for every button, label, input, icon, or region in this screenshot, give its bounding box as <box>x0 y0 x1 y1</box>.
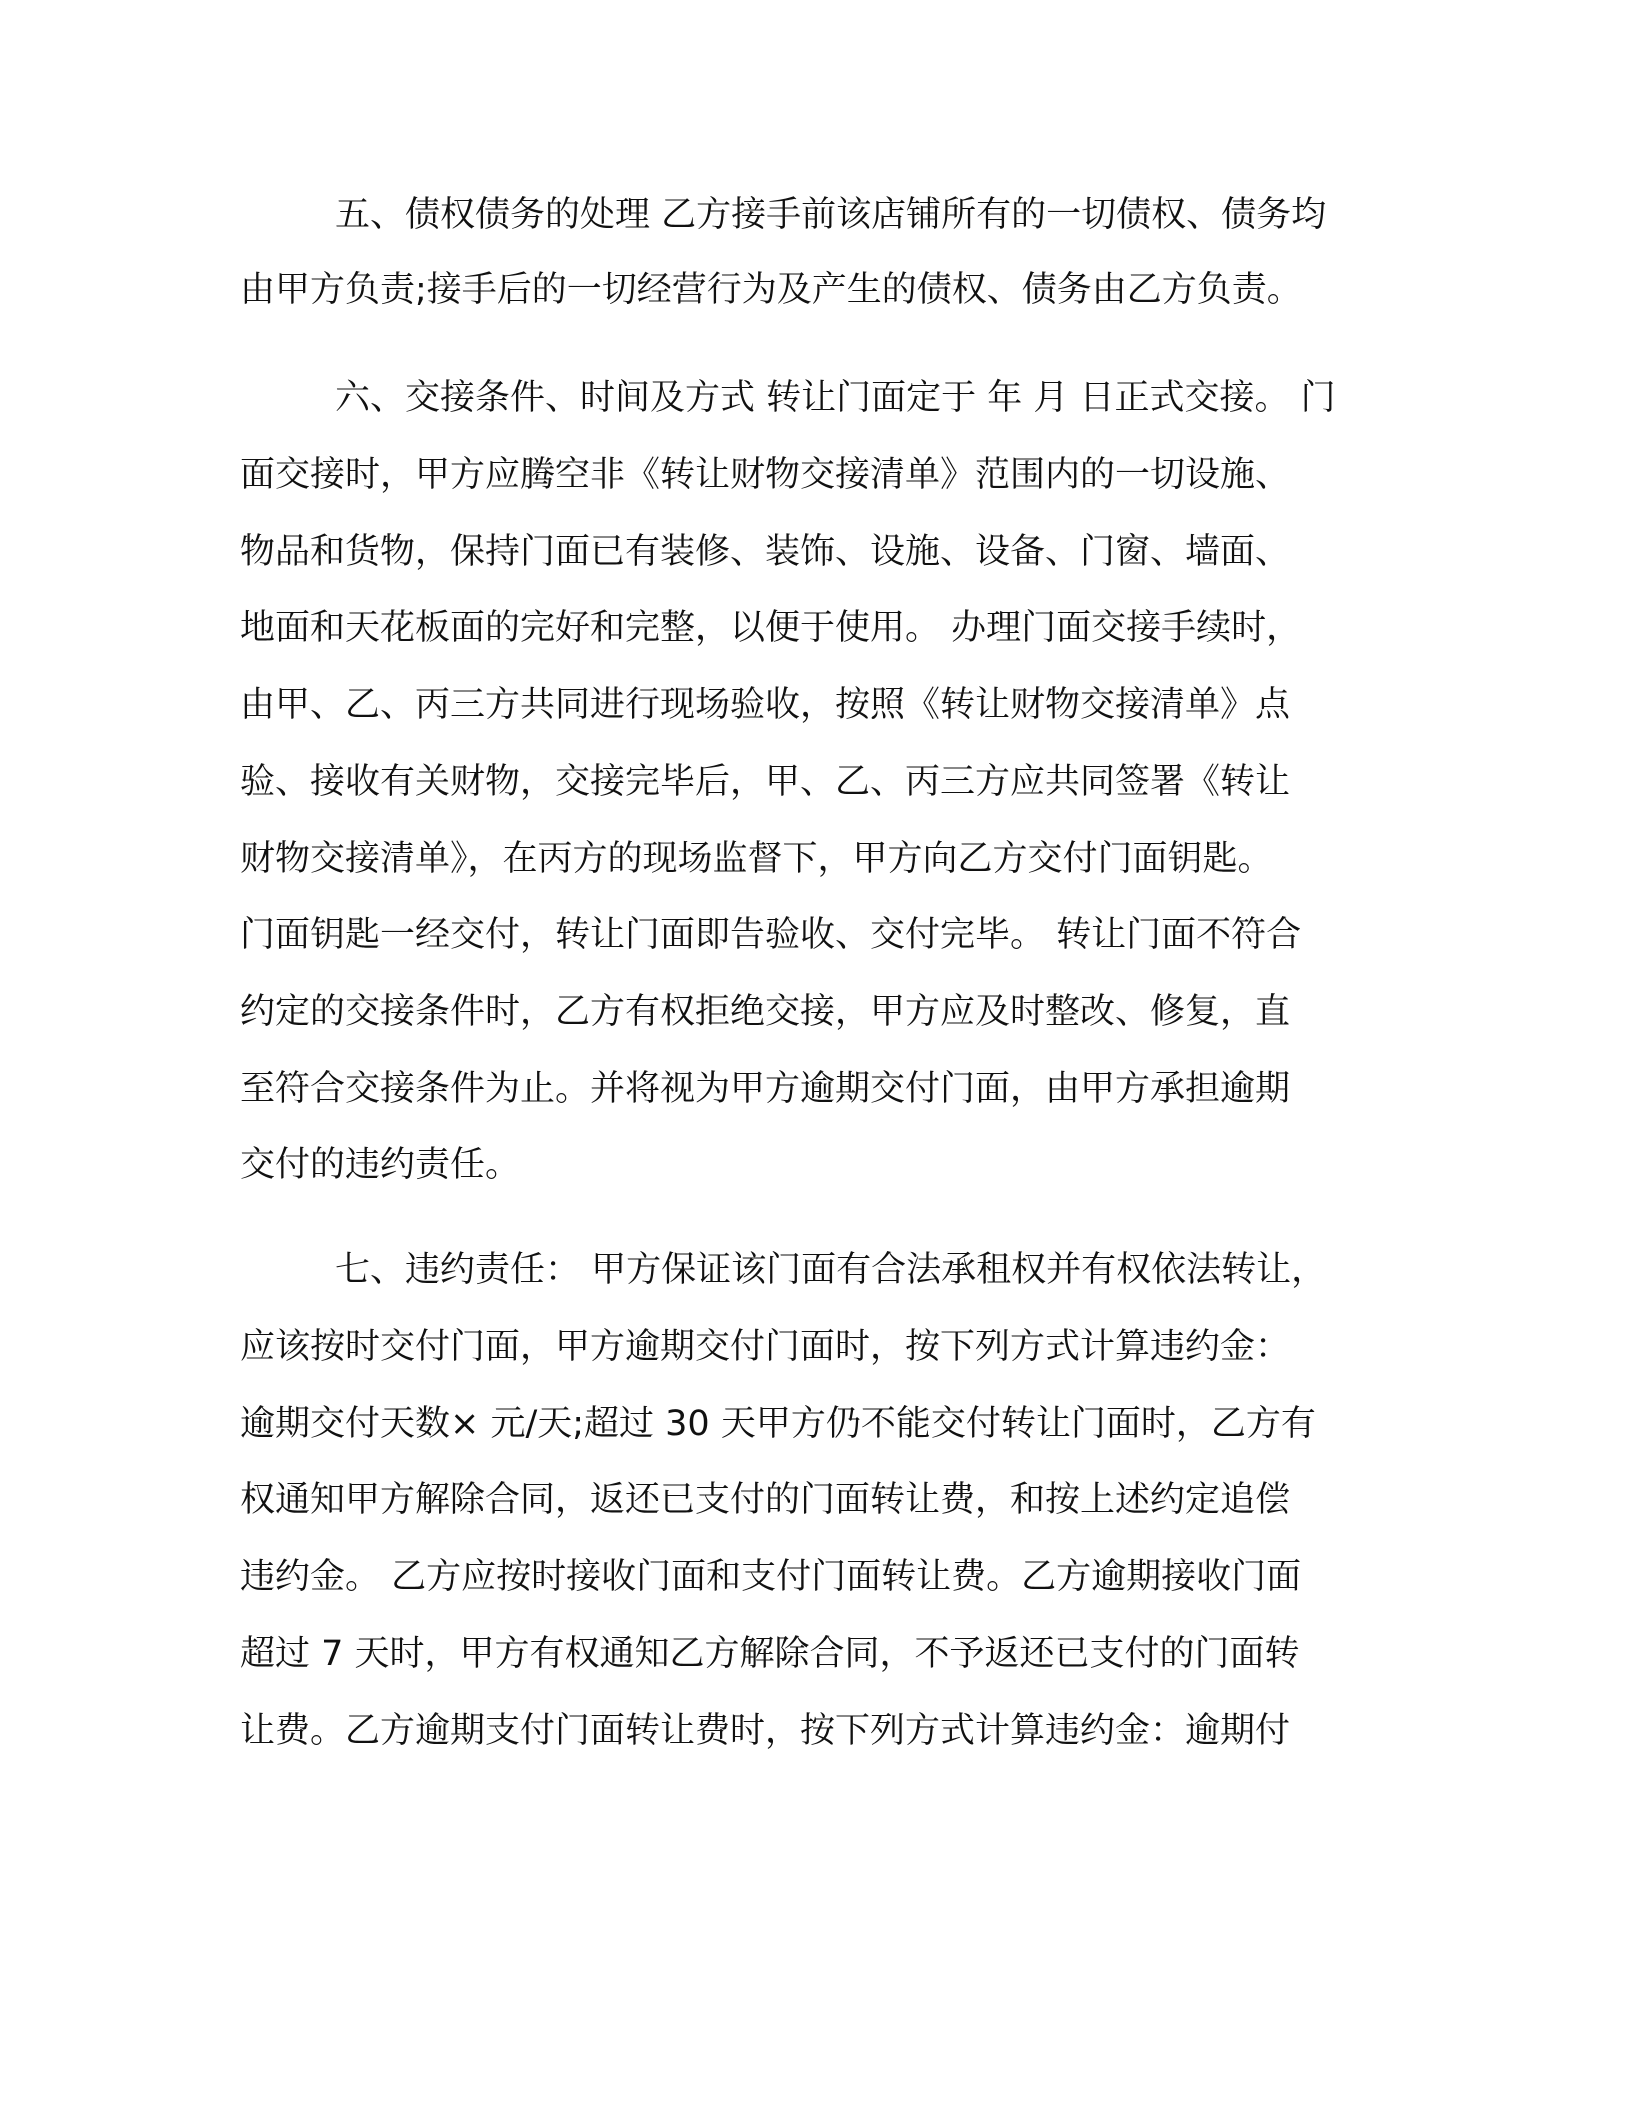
section-7-line-7: 让费。乙方逾期支付门面转让费时，按下列方式计算违约金：逾期付 <box>240 1711 1291 1751</box>
section-6-line-7: 财物交接清单》，在丙方的现场监督下，甲方向乙方交付门面钥匙。 <box>240 839 1273 879</box>
section-5-line-1: 五、债权债务的处理 乙方接手前该店铺所有的一切债权、债务均 <box>335 195 1327 235</box>
section-7-line-6: 超过 7 天时，甲方有权通知乙方解除合同，不予返还已支付的门面转 <box>240 1634 1300 1674</box>
section-6-line-1: 六、交接条件、时间及方式 转让门面定于 年 月 日正式交接。 门 <box>335 378 1336 418</box>
section-6 <box>240 378 1385 1201</box>
section-6-line-5: 由甲、乙、丙三方共同进行现场验收，按照《转让财物交接清单》点 <box>240 685 1291 725</box>
section-6-line-4: 地面和天花板面的完好和完整，以便于使用。 办理门面交接手续时， <box>240 608 1302 648</box>
section-5-line-2: 由甲方负责;接手后的一切经营行为及产生的债权、债务由乙方负责。 <box>240 270 1302 310</box>
section-7 <box>240 1250 1385 1763</box>
section-6-line-8: 门面钥匙一经交付，转让门面即告验收、交付完毕。 转让门面不符合 <box>240 915 1302 955</box>
section-7-line-2: 应该按时交付门面，甲方逾期交付门面时，按下列方式计算违约金： <box>240 1327 1291 1367</box>
section-6-line-10: 至符合交接条件为止。并将视为甲方逾期交付门面，由甲方承担逾期 <box>240 1069 1291 1109</box>
section-6-line-2: 面交接时，甲方应腾空非《转让财物交接清单》范围内的一切设施、 <box>240 455 1291 495</box>
section-7-line-1: 七、违约责任： 甲方保证该门面有合法承租权并有权依法转让， <box>335 1250 1327 1290</box>
section-7-line-3: 逾期交付天数× 元/天;超过 30 天甲方仍不能交付转让门面时，乙方有 <box>240 1404 1316 1444</box>
section-5 <box>240 195 1385 318</box>
section-7-line-4: 权通知甲方解除合同，返还已支付的门面转让费，和按上述约定追偿 <box>240 1480 1291 1520</box>
section-6-line-11: 交付的违约责任。 <box>240 1145 521 1185</box>
section-7-line-5: 违约金。 乙方应按时接收门面和支付门面转让费。乙方逾期接收门面 <box>240 1557 1302 1597</box>
section-6-line-6: 验、接收有关财物，交接完毕后，甲、乙、丙三方应共同签署《转让 <box>240 762 1291 802</box>
section-6-line-9: 约定的交接条件时，乙方有权拒绝交接，甲方应及时整改、修复，直 <box>240 992 1291 1032</box>
section-6-line-3: 物品和货物，保持门面已有装修、装饰、设施、设备、门窗、墙面、 <box>240 532 1291 572</box>
